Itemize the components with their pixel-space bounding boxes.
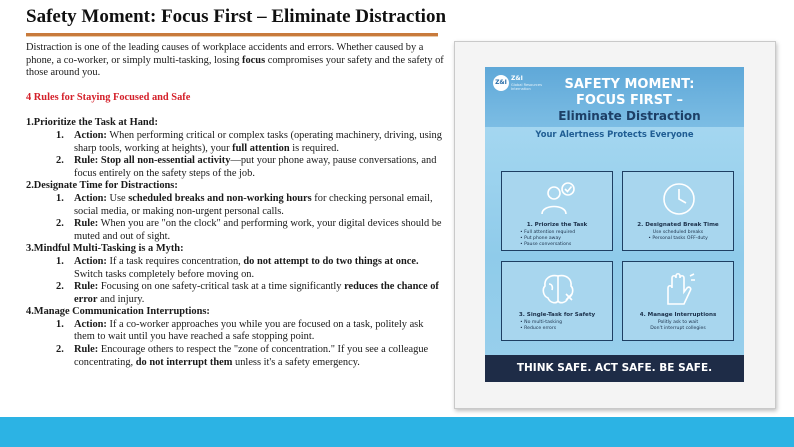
card-body bbox=[623, 320, 733, 332]
rule-section bbox=[26, 180, 446, 243]
item-text-end: Switch tasks completely before moving on. bbox=[74, 268, 255, 280]
rule-heading: 2.Designate Time for Distractions: bbox=[26, 180, 178, 192]
item-label: Action: bbox=[74, 192, 107, 204]
item-number: 2. bbox=[56, 218, 64, 230]
item-bold: reduces the chance of error bbox=[74, 281, 439, 305]
item-label: Rule: bbox=[74, 344, 99, 356]
item-label: Rule: bbox=[74, 218, 99, 230]
rule-heading: 3.Mindful Multi-Tasking is a Myth: bbox=[26, 243, 184, 255]
poster-subtitle: Your Alertness Protects Everyone bbox=[535, 129, 694, 139]
item-text: If a task requires concentration, bbox=[106, 255, 244, 267]
item-text: Use bbox=[106, 192, 129, 204]
item-number: 1. bbox=[56, 255, 64, 267]
item-label: Rule: Stop all non-essential activity bbox=[74, 155, 231, 167]
rule-section bbox=[26, 243, 446, 306]
rule-item bbox=[26, 155, 446, 180]
card-line: • Reduce errors bbox=[520, 326, 557, 331]
rule-item bbox=[26, 130, 446, 155]
card-line: Use scheduled breaks bbox=[652, 230, 704, 235]
rule-section bbox=[26, 117, 446, 180]
item-text: Encourage others to respect the "zone of concentration." If you see a colleague concentrating, bbox=[74, 344, 429, 368]
poster-card-single-task bbox=[501, 261, 613, 341]
intro-text-end: compromises your safety and the safety of those around you. bbox=[26, 54, 444, 79]
card-body bbox=[623, 230, 733, 242]
item-bold: full attention bbox=[232, 142, 290, 154]
card-line: • Put phone away bbox=[520, 236, 561, 241]
poster-banner: THINK SAFE. ACT SAFE. BE SAFE. bbox=[485, 355, 744, 382]
rule-heading: 4.Manage Communication Interruptions: bbox=[26, 306, 210, 318]
card-title: 2. Designated Break Time bbox=[637, 222, 719, 228]
article-body bbox=[26, 42, 446, 369]
item-label: Action: bbox=[74, 129, 107, 141]
item-text-end: for checking personal email, social media, or making non-urgent personal calls. bbox=[74, 192, 433, 217]
rule-item bbox=[26, 281, 446, 306]
item-text: When you are "on the clock" and performing work, your digital devices should be muted and out of sight. bbox=[74, 218, 442, 242]
card-line: • Full attention required bbox=[520, 230, 576, 235]
poster-title-line1: SAFETY MOMENT: bbox=[564, 77, 695, 92]
item-bold: do not interrupt them bbox=[135, 356, 233, 368]
card-title: 3. Single-Task for Safety bbox=[518, 312, 596, 318]
item-text: When performing critical or complex tasks (operating machinery, driving, using sharp tools, working at heights), your bbox=[74, 129, 442, 154]
rule-item bbox=[26, 344, 446, 369]
item-number: 2. bbox=[56, 155, 64, 167]
person-check-icon bbox=[539, 180, 577, 218]
rule-section bbox=[26, 306, 446, 369]
intro-text: Distraction is one of the leading causes of workplace accidents and errors. Whether caused by a phone, a co-worker, or simply multi-tasking, losing bbox=[26, 42, 424, 66]
poster-card-break-time bbox=[622, 171, 734, 251]
card-line: • No multi-tasking bbox=[520, 320, 563, 325]
company-logo: Z&I bbox=[493, 75, 509, 91]
item-text-end: unless it's a safety emergency. bbox=[232, 356, 360, 368]
card-line: Don't interrupt collegies bbox=[650, 326, 706, 331]
intro-paragraph bbox=[26, 42, 446, 80]
brain-icon bbox=[539, 270, 577, 308]
stop-hand-icon bbox=[660, 270, 698, 308]
poster-title-line3: Eliminate Distraction bbox=[558, 109, 701, 123]
poster-card-prioritize bbox=[501, 171, 613, 251]
rules-heading: 4 Rules for Staying Focused and Safe bbox=[26, 91, 191, 103]
card-body bbox=[502, 320, 612, 332]
item-text-end: is required. bbox=[289, 142, 339, 154]
rule-item bbox=[26, 218, 446, 243]
rule-heading: 1.Prioritize the Task at Hand: bbox=[26, 117, 158, 129]
item-number: 1. bbox=[56, 129, 64, 141]
item-label: Rule: bbox=[74, 281, 99, 293]
logo-name: Z&I bbox=[511, 75, 523, 82]
item-bold: do not attempt to do two things at once. bbox=[243, 255, 419, 267]
poster-card-interruptions bbox=[622, 261, 734, 341]
rule-item bbox=[26, 193, 446, 218]
item-text: —put your phone away, pause conversations, and focus entirely on the safety steps of the job. bbox=[74, 155, 437, 179]
card-title: 1. Priorize the Task bbox=[526, 222, 588, 228]
logo-tagline: Global Resources Internation bbox=[511, 83, 542, 91]
clock-icon bbox=[660, 180, 698, 218]
card-line: • Pause conversations bbox=[520, 242, 572, 247]
poster-title-line2: FOCUS FIRST – bbox=[576, 93, 683, 108]
item-bold: scheduled breaks and non-working hours bbox=[128, 192, 312, 204]
card-line: • Personal tasks OFF-duty bbox=[648, 236, 708, 241]
rule-item bbox=[26, 256, 446, 281]
title-divider-shadow bbox=[26, 36, 438, 37]
item-number: 1. bbox=[56, 318, 64, 330]
intro-bold: focus bbox=[242, 54, 266, 66]
item-text: If a co-worker approaches you while you are focused on a task, politely ask them to wait until you have reached a safe stopping point. bbox=[74, 318, 424, 343]
item-text: Focusing on one safety-critical task at a time significantly bbox=[98, 281, 345, 293]
item-label: Action: bbox=[74, 255, 107, 267]
item-number: 2. bbox=[56, 344, 64, 356]
card-title: 4. Manage Interruptions bbox=[639, 312, 717, 318]
item-number: 1. bbox=[56, 192, 64, 204]
page-title: Safety Moment: Focus First – Eliminate Distraction bbox=[26, 6, 447, 27]
item-number: 2. bbox=[56, 281, 64, 293]
item-text-end: and injury. bbox=[97, 293, 145, 305]
card-line: Politly ask to wait bbox=[657, 320, 699, 325]
rule-item bbox=[26, 319, 446, 344]
item-label: Action: bbox=[74, 318, 107, 330]
footer-bar bbox=[0, 417, 794, 447]
card-body bbox=[502, 230, 612, 248]
safety-poster bbox=[485, 67, 744, 382]
